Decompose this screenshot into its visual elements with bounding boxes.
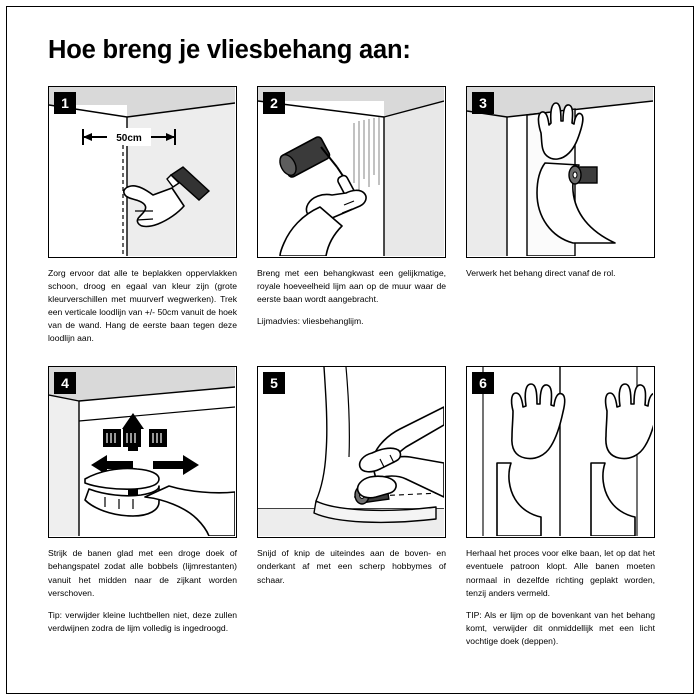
two-hands-matching-strips-drawing [467,367,653,536]
trim-wallpaper-at-skirting-drawing [258,367,444,536]
measure-label: 50cm [116,133,142,144]
step-6-caption [466,547,655,647]
step-3-caption [466,267,655,280]
step-6-number: 6 [472,372,494,394]
step-4-caption [48,547,237,634]
step-6 [466,366,655,647]
step-4-paragraph-2: Tip: verwijder kleine luchtbellen niet, deze zullen verdwijnen zodra de lijm volledig is ingedroogd. [48,609,237,633]
wall-corner-plumb-line-drawing [49,87,235,256]
step-5-number: 5 [263,372,285,394]
step-1-caption [48,267,237,345]
step-1 [48,86,237,345]
step-6-paragraph-2: TIP: Als er lijm op de bovenkant van het behang komt, verwijder dit onmiddellijk met een licht vochtige doek (deppen). [466,609,655,646]
step-5 [257,366,446,647]
unroll-wallpaper-on-wall-drawing [467,87,653,256]
step-1-illustration [48,86,237,258]
step-1-paragraph-1: Zorg ervoor dat alle te beplakken oppervlakken schoon, droog en egaal van kleur zijn (grote kleurverschillen met muurverf wegwerken). Trek een verticale loodlijn van +/- 50cm vanuit de hoek van de wand. Hang de eerste baan tegen deze loodlijn aan. [48,268,237,344]
step-2 [257,86,446,345]
steps-row-2 [48,366,654,647]
step-3-number: 3 [472,92,494,114]
step-3-paragraph-1: Verwerk het behang direct vanaf de rol. [466,268,616,278]
step-3-illustration [466,86,655,258]
step-4-illustration [48,366,237,538]
glue-roller-on-wall-drawing [258,87,444,256]
steps-grid [48,86,654,648]
step-4-paragraph-1: Strijk de banen glad met een droge doek of behangspatel zodat alle bobbels (lijmrestanten) vanuit het midden naar de zijkant worden verschoven. [48,548,237,598]
smoothing-hand-with-arrows-drawing [49,367,235,536]
step-5-paragraph-1: Snijd of knip de uiteindes aan de boven- en onderkant af met een scherp hobbymes of schaar. [257,548,446,585]
step-2-number: 2 [263,92,285,114]
step-5-caption [257,547,446,586]
step-2-paragraph-2: Lijmadvies: vliesbehanglijm. [257,316,364,327]
step-2-illustration [257,86,446,258]
step-6-illustration [466,366,655,538]
step-4-number: 4 [54,372,76,394]
step-4 [48,366,237,647]
step-3 [466,86,655,345]
step-5-illustration [257,366,446,538]
step-1-number: 1 [54,92,76,114]
step-2-caption [257,267,446,328]
step-2-paragraph-1: Breng met een behangkwast een gelijkmatige, royale hoeveelheid lijm aan op de muur waar de eerste baan wordt aangebracht. [257,268,446,305]
page-title: Hoe breng je vliesbehang aan: [48,36,411,64]
step-6-paragraph-1: Herhaal het proces voor elke baan, let op dat het eventuele patroon klopt. Alle banen moeten normaal in dezelfde richting geplakt worden, tenzij anders vermeld. [466,548,655,598]
steps-row-1 [48,86,654,345]
